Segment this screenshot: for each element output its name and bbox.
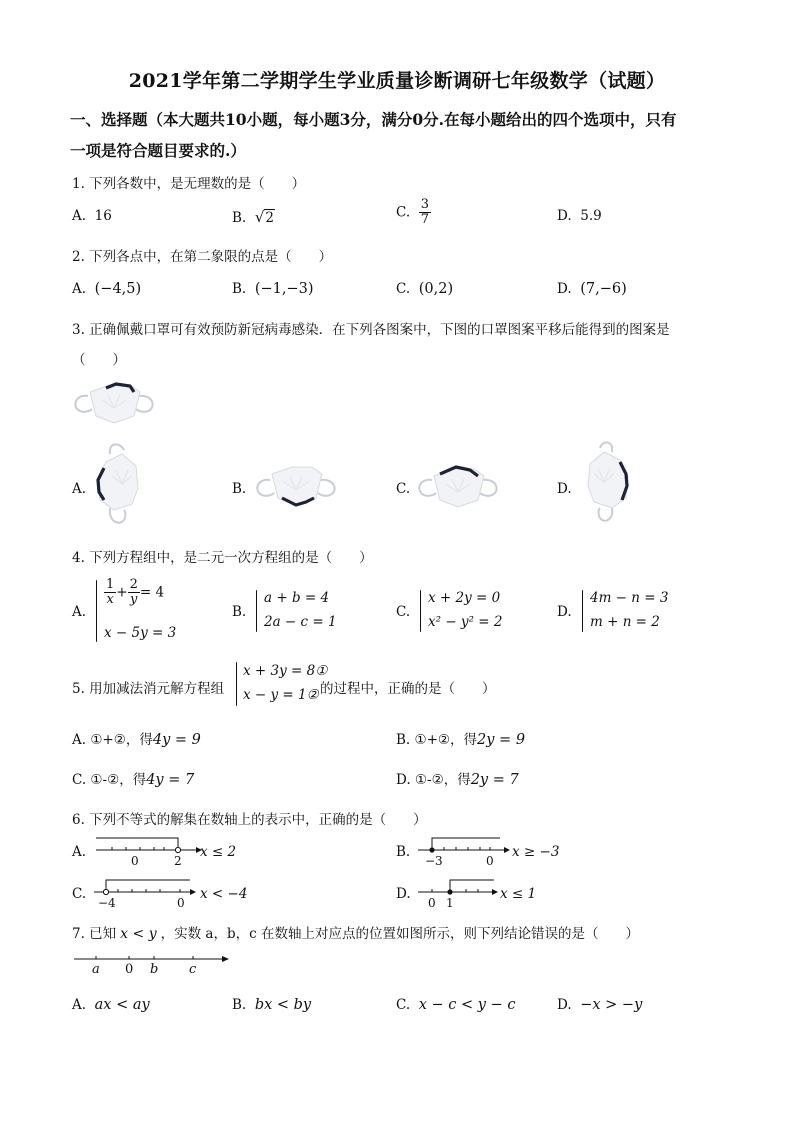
q5-option-d[interactable]: D. ①-②，得2y = 7 [396,772,519,788]
q4-option-a-label[interactable]: A. [72,604,87,620]
q5-equation-1: x + 3y = 8① [243,663,328,679]
q7-stem: 7. 已知 x < y ，实数 a，b，c 在数轴上对应点的位置如图所示，则下列结论错误的是（ ） [72,926,639,942]
q7-axis-label-0: 0 [125,962,134,977]
q1-option-d[interactable]: D. 5.9 [557,208,602,224]
q6-option-b-tick-0: 0 [486,854,494,868]
q1-option-a-value: 16 [94,208,112,224]
q4-option-d-brace [582,590,583,632]
q6-option-b-label[interactable]: B. [396,844,411,860]
q2-option-a-value: (−4,5) [94,281,142,297]
q5-option-c[interactable]: C. ①-②，得4y = 7 [72,772,195,788]
q4-option-d-eq1: 4m − n = 3 [590,590,669,606]
q7-option-c[interactable]: C. x − c < y − c [396,997,516,1013]
q4-option-b-eq1: a + b = 4 [264,590,330,606]
q4-option-b-label[interactable]: B. [232,604,247,620]
q5-option-b[interactable]: B. ①+②，得2y = 9 [396,732,526,748]
q5-equation-2: x − y = 1② [243,687,319,703]
q4-option-b-brace [256,590,257,632]
q2-option-b-value: (−1,−3) [254,281,314,297]
q5-stem-post: 的过程中，正确的是（ ） [320,681,496,697]
q3-option-b-mask-image[interactable] [254,462,340,512]
q6-option-a-tick-2: 2 [174,854,182,868]
q6-option-a-tick-0: 0 [131,854,139,868]
q4-option-d-label[interactable]: D. [557,604,572,620]
q6-option-b-inequality: x ≥ −3 [512,844,560,860]
q6-option-d-label[interactable]: D. [396,886,411,902]
q4-option-a-eq2: x − 5y = 3 [104,625,177,641]
q7-axis-label-c: c [189,962,197,977]
q6-option-a-number-line[interactable] [92,832,202,872]
q6-option-d-tick-1: 1 [446,896,454,910]
q3-option-d-label[interactable]: D. [557,481,572,497]
q3-option-c-mask-image[interactable] [416,462,502,512]
q1-stem: 1. 下列各数中，是无理数的是（ ） [72,176,306,192]
q5-stem-pre: 5. 用加减法消元解方程组 [72,681,225,697]
q1-option-a[interactable]: A. 16 [72,208,112,224]
q4-option-c-brace [420,590,421,632]
q6-option-c-tick-0: 0 [177,896,185,910]
q4-option-c-eq1: x + 2y = 0 [428,590,501,606]
section-heading-cont: 一项是符合题目要求的.） [70,141,246,160]
q6-option-a-inequality: x ≤ 2 [200,844,237,860]
q6-stem: 6. 下列不等式的解集在数轴上的表示中，正确的是（ ） [72,812,427,828]
q3-option-c-label[interactable]: C. [396,481,411,497]
q6-option-c-label[interactable]: C. [72,886,87,902]
q4-option-a-eq1: $\frac{1}{x}$ + $\frac{2}{y}$ = 4 [106,577,165,607]
q7-axis-label-a: a [92,962,100,977]
sqrt-symbol: √ [254,208,265,226]
mask-reference-image [72,378,158,428]
q6-option-d-tick-0: 0 [428,896,436,910]
q4-option-c-eq2: x² − y² = 2 [428,614,503,630]
q3-stem: 3. 正确佩戴口罩可有效预防新冠病毒感染．在下列各图案中，下图的口罩图案平移后能得到的图案是 [72,322,670,338]
q4-option-c-label[interactable]: C. [396,604,411,620]
section-heading: 一、选择题（本大题共10小题，每小题3分，满分0分.在每小题给出的四个选项中，只有 [70,110,677,129]
q3-option-b-label[interactable]: B. [232,481,247,497]
q7-option-b[interactable]: B. bx < by [232,997,312,1013]
q2-option-d-value: (7,−6) [580,281,627,297]
q5-option-a[interactable]: A. ①+②，得4y = 9 [72,732,201,748]
q2-option-b[interactable]: B. (−1,−3) [232,281,314,297]
q4-option-d-eq2: m + n = 2 [590,614,660,630]
q1-option-c-fraction: $\frac{3}{7}$ [420,197,430,227]
q6-option-a-label[interactable]: A. [72,844,87,860]
q7-axis-label-b: b [150,962,159,977]
q1-option-b-value: 2 [265,210,274,226]
q7-condition: x < y [120,926,157,942]
q3-option-d-mask-image[interactable] [582,446,634,526]
q4-option-a-brace [96,580,97,642]
page-title: 2021学年第二学期学生学业质量诊断调研七年级数学（试题） [128,70,666,92]
q1-option-b[interactable]: B. √2 [232,208,274,226]
q4-option-b-eq2: 2a − c = 1 [264,614,337,630]
q2-option-c-value: (0,2) [418,281,454,297]
q2-stem: 2. 下列各点中，在第二象限的点是（ ） [72,249,333,265]
q7-option-d[interactable]: D. −x > −y [557,997,643,1013]
q2-option-c[interactable]: C. (0,2) [396,281,454,297]
q7-option-a[interactable]: A. ax < ay [72,997,150,1013]
q6-option-c-tick-neg4: −4 [98,896,116,910]
q5-system-brace [236,662,237,706]
q1-option-d-value: 5.9 [580,208,602,224]
q2-option-a[interactable]: A. (−4,5) [72,281,142,297]
q4-stem: 4. 下列方程组中，是二元一次方程组的是（ ） [72,550,373,566]
q3-option-a-mask-image[interactable] [92,448,144,528]
q6-option-b-tick-neg3: −3 [425,854,443,868]
q3-stem-paren: （ ） [72,352,126,368]
q6-option-d-inequality: x ≤ 1 [500,886,537,902]
q3-option-a-label[interactable]: A. [72,481,87,497]
q1-option-c[interactable]: C. $\frac{3}{7}$ [396,197,430,227]
q6-option-c-inequality: x < −4 [200,886,248,902]
q2-option-d[interactable]: D. (7,−6) [557,281,627,297]
